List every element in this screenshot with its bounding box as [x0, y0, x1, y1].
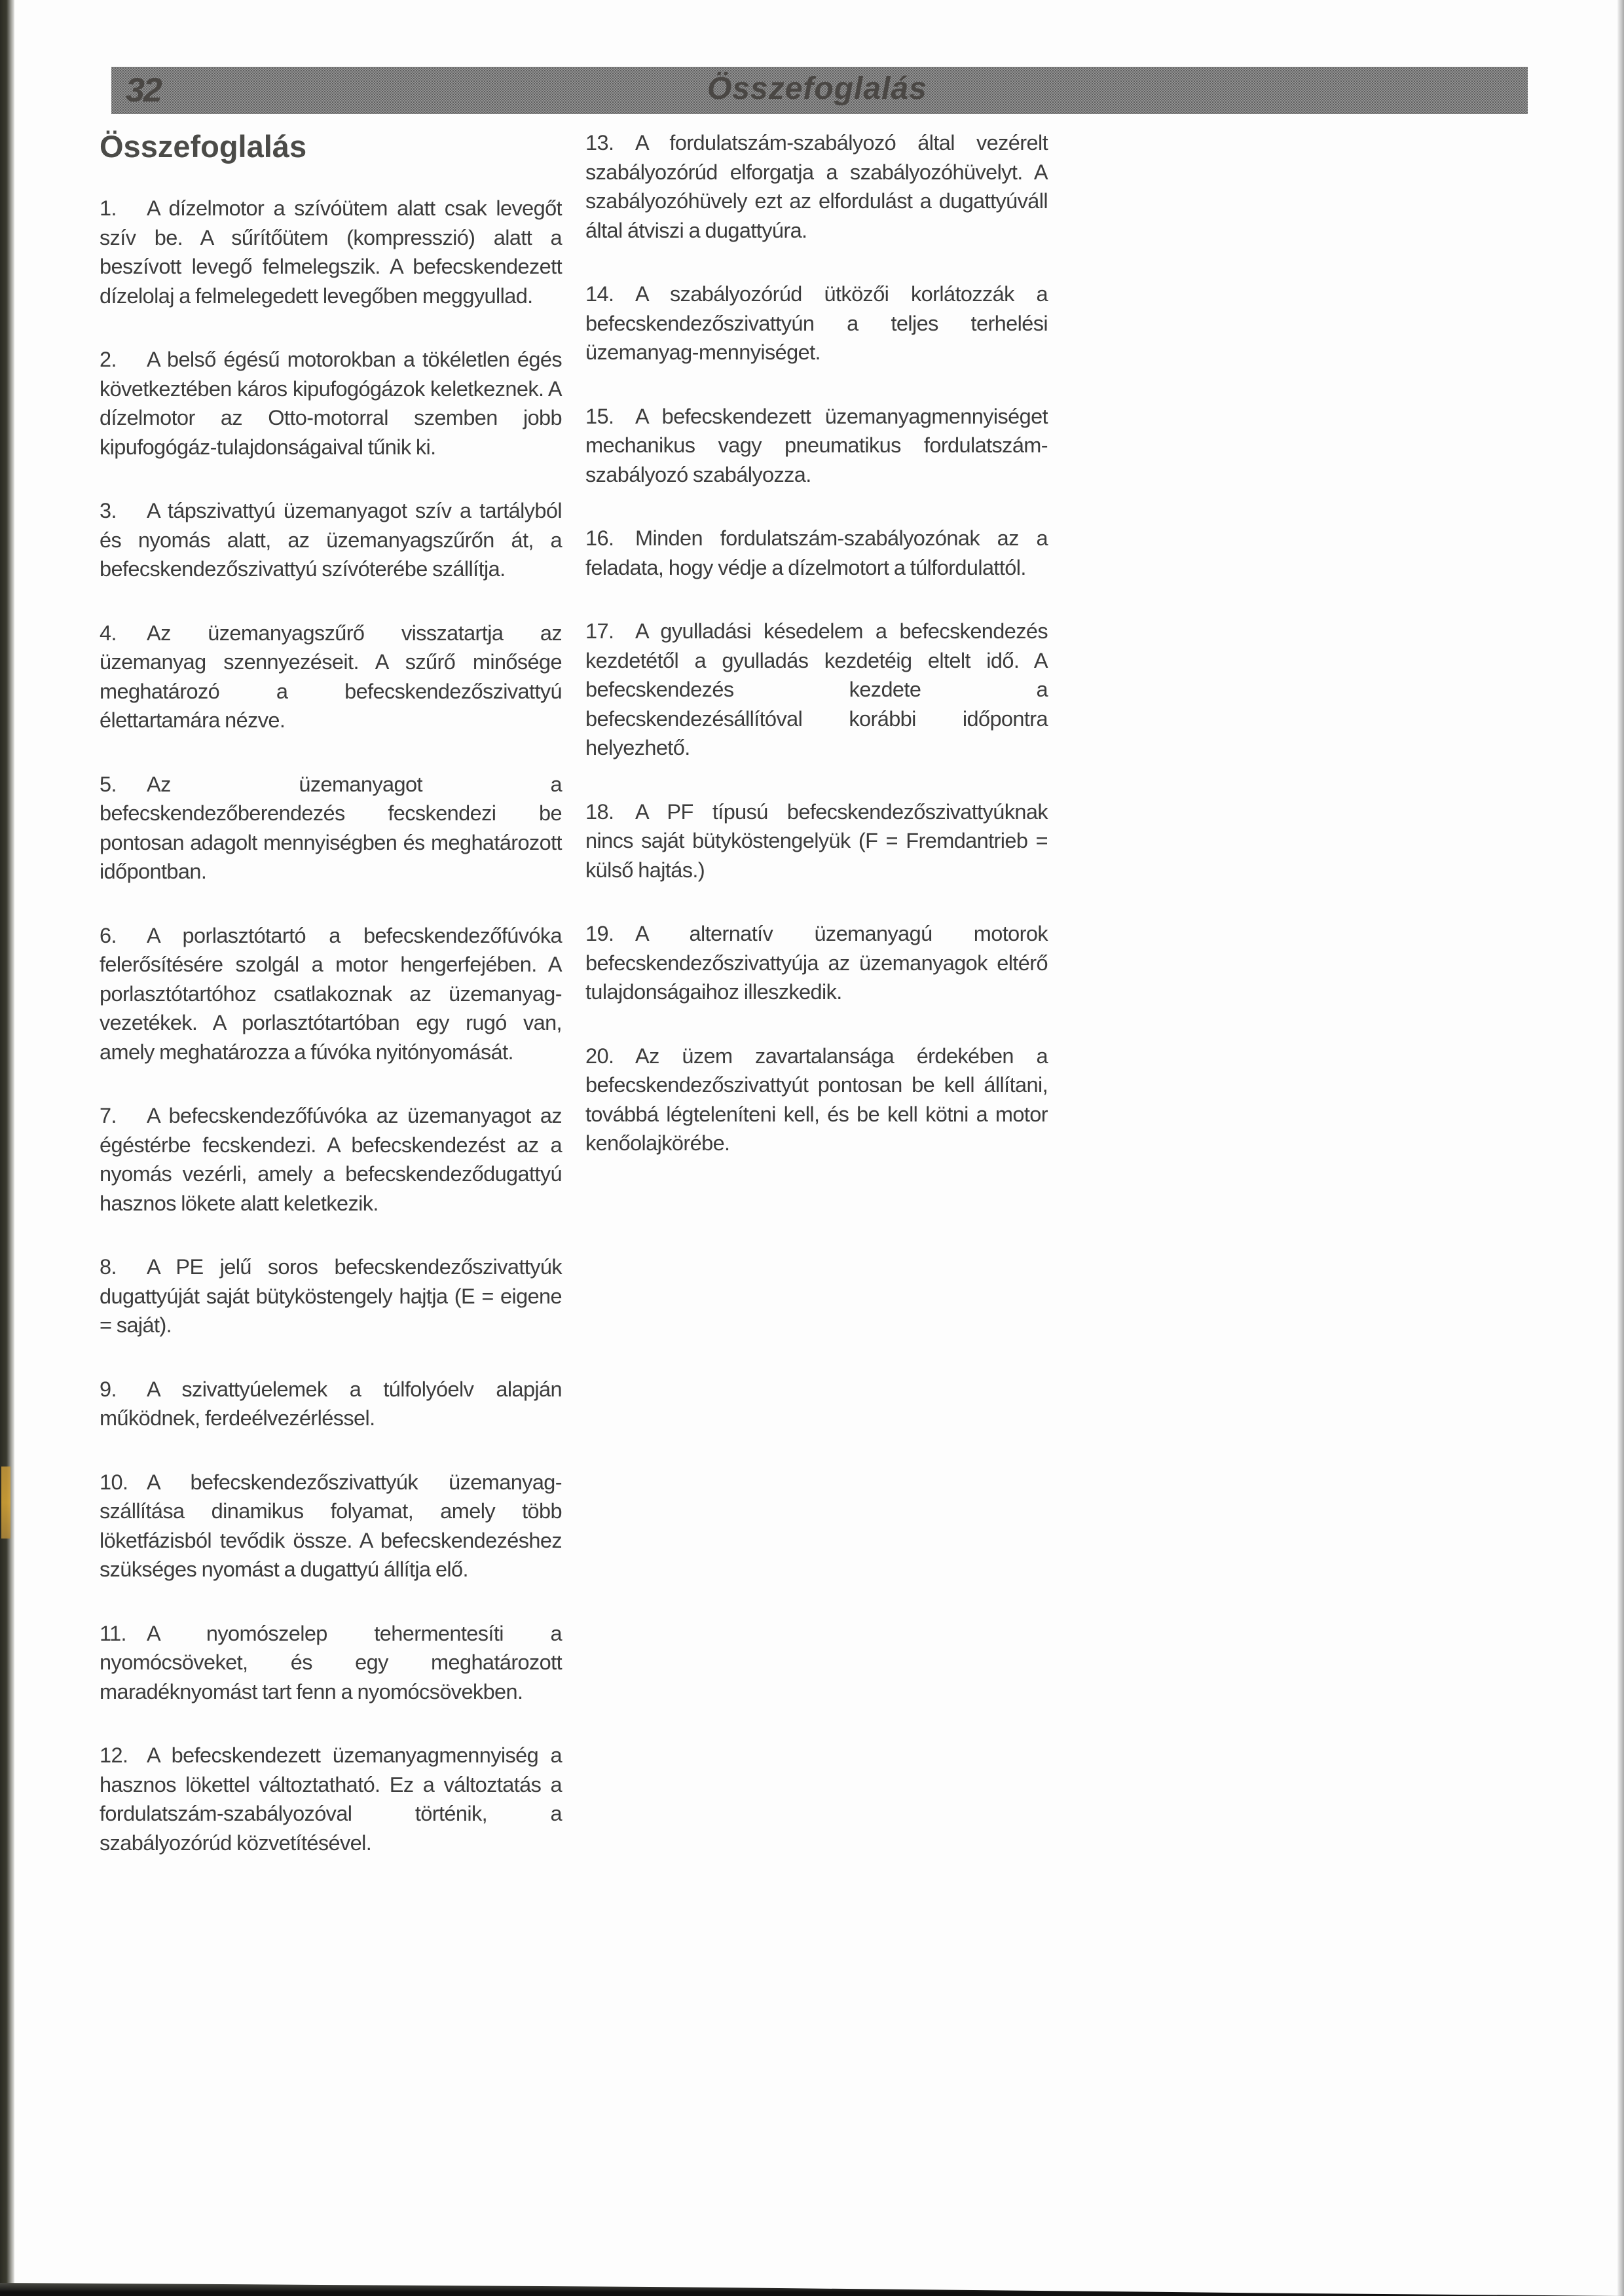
right-column	[585, 128, 1048, 1193]
item-number: 10.	[100, 1470, 128, 1494]
item-text: A porlasztótartó a befecskendezőfúvóka felerősítésére szolgál a motor hengerfejében. A porlasztótartóhoz csatlakoznak az üzemanyag-vezetékek. A porlasztótartóban egy rugó van, amely meghatározza a fúvóka nyitónyomását.	[100, 923, 562, 1064]
page-number: 32	[126, 71, 161, 109]
item-text: A befecskendezett üzemanyagmennyiség a hasznos lökettel változtatható. Ez a változtatás a fordulatszám-szabályozóval történik, a szabályozórúd közvetítésével.	[100, 1743, 562, 1855]
summary-item	[100, 194, 562, 310]
item-number: 16.	[585, 526, 614, 550]
summary-item	[100, 1741, 562, 1857]
item-text: A szabályozórúd ütközői korlátozzák a befecskendezőszivattyún a teljes terhelési üzemanyag-mennyiséget.	[585, 282, 1048, 364]
summary-item	[585, 402, 1048, 490]
item-number: 6.	[100, 923, 117, 947]
summary-item	[100, 619, 562, 735]
summary-item	[100, 1101, 562, 1218]
item-number: 15.	[585, 404, 614, 428]
item-number: 17.	[585, 619, 614, 643]
item-number: 2.	[100, 348, 117, 371]
summary-item	[100, 921, 562, 1067]
item-number: 3.	[100, 499, 117, 522]
page-header-band	[111, 67, 1528, 114]
item-number: 4.	[100, 621, 117, 645]
item-text: Az üzemanyagot a befecskendezőberendezés fecskendezi be pontosan adagolt mennyiségben és meghatározott időpontban.	[100, 772, 562, 883]
summary-item	[100, 1252, 562, 1340]
summary-item	[585, 524, 1048, 582]
item-number: 18.	[585, 799, 614, 824]
item-text: A belső égésű motorokban a tökéletlen égés következtében káros kipufogógázok keletkeznek. A dízelmotor az Otto-motorral szemben jobb kipufogógáz-tulajdonságaival tűnik ki.	[100, 348, 562, 459]
item-number: 20.	[585, 1044, 614, 1068]
item-number: 5.	[100, 772, 117, 796]
left-column	[100, 194, 562, 1892]
summary-item	[100, 770, 562, 886]
summary-item	[100, 1619, 562, 1707]
item-text: A befecskendezőfúvóka az üzemanyagot az égéstérbe fecskendezi. A befecskendezést az a nyomás vezérli, amely a befecskendeződugattyú hasznos lökete alatt keletkezik.	[100, 1104, 562, 1215]
item-text: A szivattyúelemek a túlfolyóelv alapján működnek, ferdeélvezérléssel.	[100, 1377, 562, 1430]
scan-edge-left	[0, 0, 14, 2296]
item-text: Az üzem zavartalansága érdekében a befecskendezőszivattyút pontosan be kell állítani, továbbá légteleníteni kell, és be kell kötni a motor kenőolajkörébe.	[585, 1044, 1048, 1155]
summary-item	[585, 128, 1048, 245]
item-number: 7.	[100, 1104, 117, 1127]
section-title: Összefoglalás	[100, 129, 307, 164]
running-title: Összefoglalás	[707, 71, 927, 106]
item-number: 13.	[585, 131, 614, 155]
scan-edge-right	[1617, 0, 1624, 2296]
item-text: A PF típusú befecskendezőszivattyúknak nincs saját bütyköstengelyük (F = Fremdantrieb = külső hajtás.)	[585, 799, 1048, 882]
item-number: 12.	[100, 1743, 128, 1767]
item-text: Minden fordulatszám-szabályozónak az a feladata, hogy védje a dízelmotort a túlfordulattól.	[585, 526, 1048, 579]
item-text: Az üzemanyagszűrő visszatartja az üzemanyag szennyezéseit. A szűrő minősége meghatározó a befecskendezőszivattyú élettartamára nézve.	[100, 621, 562, 732]
summary-item	[100, 1468, 562, 1584]
item-text: A tápszivattyú üzemanyagot szív a tartályból és nyomás alatt, az üzemanyagszűrőn át, a befecskendezőszivattyú szívóterébe szállítja.	[100, 499, 562, 581]
item-number: 9.	[100, 1377, 117, 1401]
summary-item	[585, 617, 1048, 763]
item-text: A dízelmotor a szívóütem alatt csak levegőt szív be. A sűrítőütem (kompresszió) alatt a beszívott levegő felmelegszik. A befecskendezett dízelolaj a felmelegedett levegőben meggyullad.	[100, 196, 562, 308]
item-number: 14.	[585, 282, 614, 306]
summary-item	[585, 919, 1048, 1007]
item-number: 19.	[585, 922, 614, 945]
scan-edge-mark	[1, 1467, 10, 1539]
summary-item	[100, 496, 562, 584]
item-text: A nyomószelep tehermentesíti a nyomócsöveket, és egy meghatározott maradéknyomást tart fenn a nyomócsövekben.	[100, 1621, 562, 1704]
summary-item	[585, 797, 1048, 885]
item-text: A alternatív üzemanyagú motorok befecskendezőszivattyúja az üzemanyagok eltérő tulajdonságaihoz illeszkedik.	[585, 922, 1048, 1004]
scan-edge-bottom	[0, 2283, 1624, 2296]
item-text: A gyulladási késedelem a befecskendezés kezdetétől a gyulladás kezdetéig eltelt idő. A befecskendezés kezdete a befecskendezésállítóval korábbi időpontra helyezhető.	[585, 619, 1048, 759]
item-text: A PE jelű soros befecskendezőszivattyúk dugattyúját saját bütyköstengely hajtja (E = eigene = saját).	[100, 1255, 562, 1337]
item-number: 8.	[100, 1255, 117, 1279]
summary-item	[585, 1042, 1048, 1158]
summary-item	[585, 280, 1048, 367]
item-number: 1.	[100, 196, 117, 220]
item-number: 11.	[100, 1621, 126, 1645]
item-text: A fordulatszám-szabályozó által vezérelt szabályozórúd elforgatja a szabályozóhüvelyt. A szabályozóhüvely ezt az elfordulást a dugattyúváll által átviszi a dugattyúra.	[585, 131, 1048, 242]
item-text: A befecskendezőszivattyúk üzemanyag-szállítása dinamikus folyamat, amely több löketfázisból tevődik össze. A befecskendezéshez szükséges nyomást a dugattyú állítja elő.	[100, 1470, 562, 1581]
summary-item	[100, 345, 562, 462]
item-text: A befecskendezett üzemanyagmennyiséget mechanikus vagy pneumatikus fordulatszám-szabályozó szabályozza.	[585, 404, 1048, 486]
summary-item	[100, 1375, 562, 1433]
